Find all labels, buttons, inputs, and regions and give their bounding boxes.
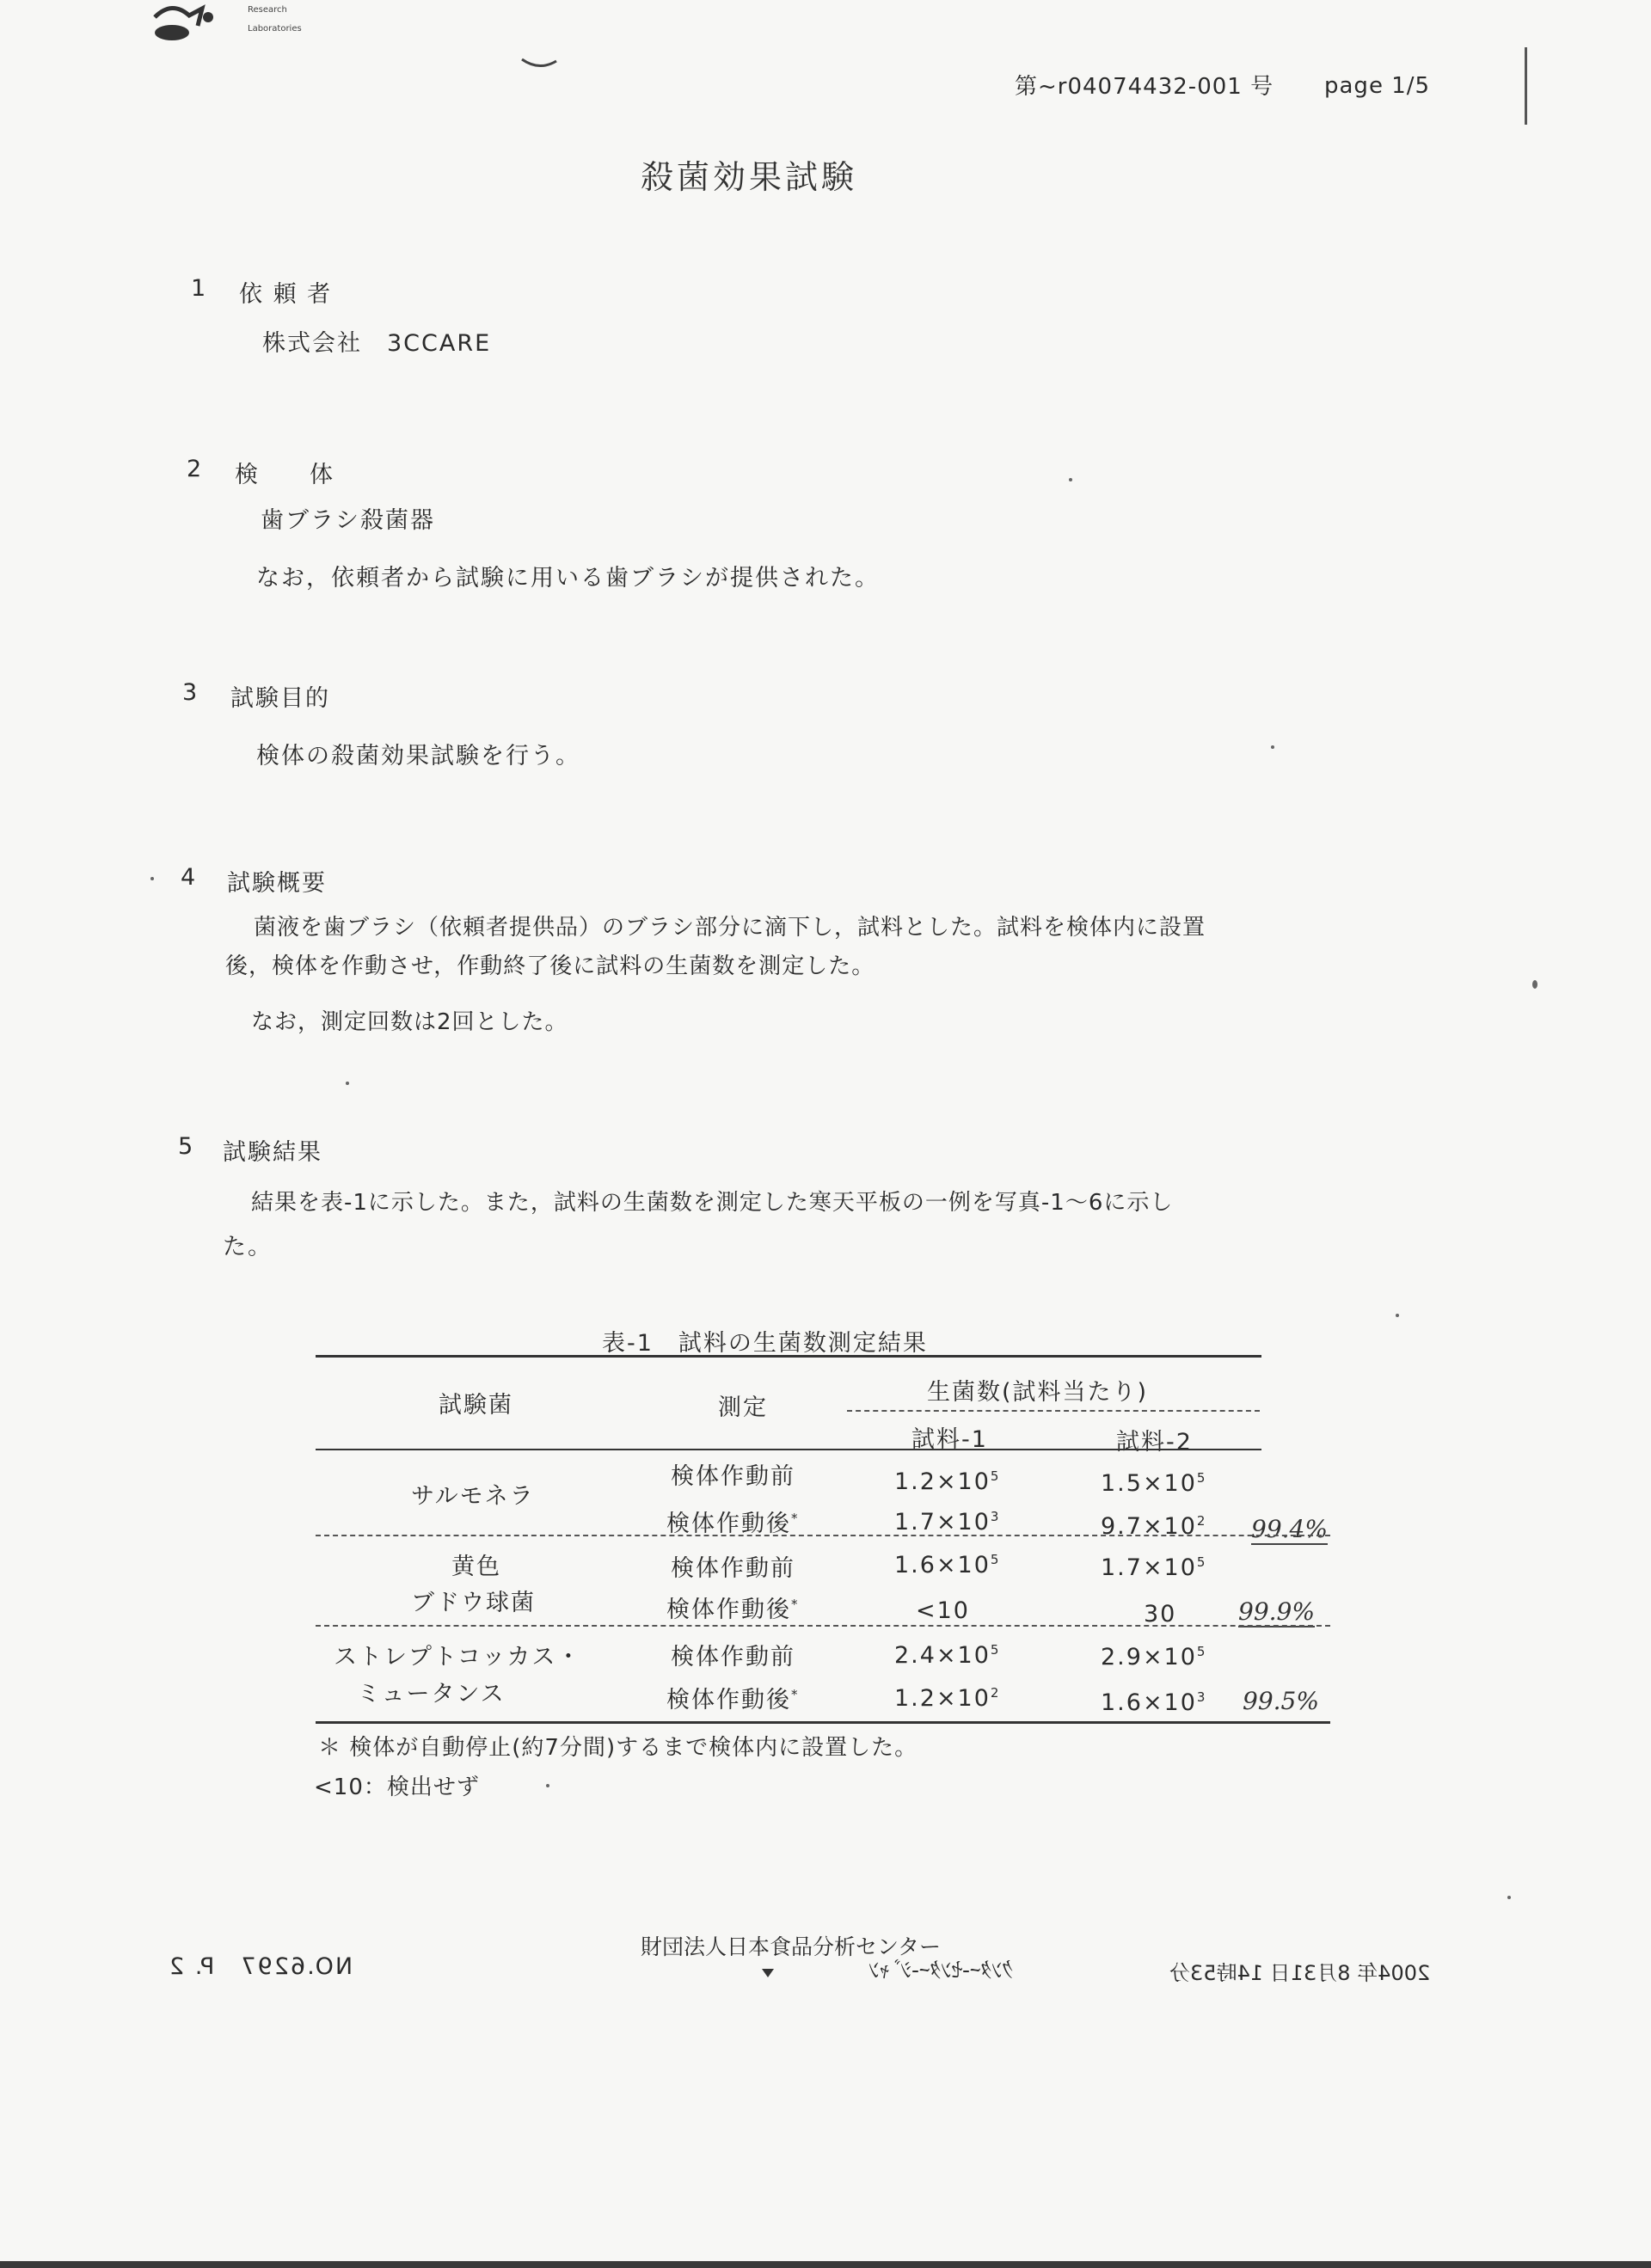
scanner-edge-bar — [0, 2261, 1651, 2268]
count-after-sample-1: $1.7\times 10^3$ — [894, 1509, 1001, 1535]
binding-mark — [1525, 47, 1527, 125]
logo-mark-icon — [138, 0, 245, 43]
count-after-sample-1: $1.2\times 10^2$ — [894, 1685, 1001, 1712]
section-1-heading: 依 頼 者 — [239, 281, 333, 308]
count-before-sample-2: $2.9\times 10^5$ — [1101, 1644, 1207, 1670]
section-3-line-1: 検体の殺菌効果試験を行う。 — [256, 743, 580, 769]
section-5-line-2: た。 — [223, 1234, 273, 1260]
bacteria-name-line-1: 黄色 — [451, 1554, 501, 1580]
scan-speck — [150, 877, 154, 880]
section-4-line-1: 菌液を歯ブラシ（依頼者提供品）のブラシ部分に滴下し，試料とした。試料を検体内に設置 — [254, 915, 1206, 941]
bacteria-name-line-1: ストレプトコッカス・ — [334, 1644, 582, 1670]
fax-timestamp: 2004年 8月31日 14時53分 — [1169, 1961, 1431, 1985]
scan-speck — [1532, 980, 1537, 989]
analysis-center-name: 財団法人日本食品分析センター — [641, 1934, 942, 1959]
header-bottom-rule — [316, 1449, 1261, 1450]
table-footnote-2: <10：検出せず — [314, 1775, 480, 1800]
count-before-sample-1: $1.2\times 10^5$ — [894, 1468, 1001, 1495]
section-4-line-2: 後，検体を作動させ，作動終了後に試料の生菌数を測定した。 — [225, 953, 875, 979]
section-2-line-1: 歯ブラシ殺菌器 — [261, 507, 435, 534]
section-2-heading: 検 体 — [235, 462, 334, 488]
handwritten-reduction-note: 99.5% — [1243, 1687, 1319, 1715]
header-sub-rule — [847, 1410, 1260, 1412]
section-3-number: 3 — [182, 679, 199, 706]
section-5-number: 5 — [178, 1133, 195, 1160]
scan-speck — [1396, 1314, 1399, 1317]
section-1-line-1: 株式会社 3CCARE — [262, 330, 492, 357]
fax-department: ｸﾝﾀｰ-ｾﾝﾀｰ-ｼﾞｬﾝ — [868, 1958, 1014, 1983]
handwritten-reduction-note: 99.9% — [1238, 1597, 1315, 1626]
page-title: 殺菌効果試験 — [641, 158, 858, 196]
scan-speck — [1271, 745, 1274, 749]
count-before-sample-2: $1.7\times 10^5$ — [1101, 1554, 1207, 1581]
col-header-sample-2: 試料-2 — [1116, 1429, 1193, 1456]
check-mark-icon — [520, 56, 559, 73]
measure-after: 検体作動後* — [666, 1511, 800, 1537]
measure-after: 検体作動後* — [666, 1687, 800, 1713]
measure-before: 検体作動前 — [671, 1644, 795, 1670]
col-header-sample-1: 試料-1 — [911, 1426, 988, 1453]
logo-line2: Laboratories — [248, 24, 302, 34]
bacteria-name-line-2: ブドウ球菌 — [411, 1590, 536, 1616]
scan-speck — [1507, 1896, 1511, 1899]
measure-before: 検体作動前 — [671, 1463, 795, 1490]
section-4-line-3: なお，測定回数は2回とした。 — [251, 1009, 568, 1035]
section-2-number: 2 — [187, 456, 204, 482]
col-header-measure: 測定 — [718, 1395, 768, 1421]
fax-page-number: NO.6297 P. 2 — [168, 1953, 353, 1980]
col-header-bacteria: 試験菌 — [439, 1392, 513, 1419]
lab-logo — [138, 0, 344, 52]
count-before-sample-1: $1.6\times 10^5$ — [894, 1552, 1001, 1578]
section-4-number: 4 — [181, 864, 198, 891]
count-after-sample-1: <10 — [916, 1597, 970, 1624]
count-after-sample-2: $9.7\times 10^2$ — [1101, 1513, 1207, 1540]
logo-line1: Research — [248, 5, 287, 15]
section-5-line-1: 結果を表-1に示した。また，試料の生菌数を測定した寒天平板の一例を写真-1～6に示し — [251, 1190, 1174, 1216]
table-footnote-1: ＊ 検体が自動停止(約7分間)するまで検体内に設置した。 — [318, 1735, 918, 1761]
scan-speck — [346, 1082, 349, 1085]
section-4-heading: 試験概要 — [227, 870, 327, 897]
triangle-mark-icon — [762, 1969, 774, 1979]
table-caption: 表-1 試料の生菌数測定結果 — [602, 1330, 928, 1357]
row-separator — [316, 1625, 1330, 1627]
bacteria-name: サルモネラ — [411, 1483, 535, 1510]
measure-after: 検体作動後* — [666, 1597, 800, 1623]
col-header-count-group: 生菌数(試料当たり) — [927, 1379, 1149, 1406]
section-1-number: 1 — [191, 275, 208, 302]
page-indicator: page 1/5 — [1324, 73, 1431, 99]
scan-speck — [546, 1784, 549, 1787]
row-separator — [316, 1535, 1330, 1536]
table-top-rule — [316, 1355, 1261, 1358]
scan-speck — [1069, 478, 1072, 481]
section-3-heading: 試験目的 — [230, 685, 330, 712]
document-number: 第~r04074432-001 号 — [1015, 74, 1274, 100]
section-2-line-2: なお，依頼者から試験に用いる歯ブラシが提供された。 — [256, 565, 880, 592]
measure-before: 検体作動前 — [671, 1555, 795, 1582]
count-after-sample-2: $1.6\times 10^3$ — [1101, 1689, 1207, 1716]
section-5-heading: 試験結果 — [223, 1139, 322, 1166]
count-before-sample-1: $2.4\times 10^5$ — [894, 1642, 1001, 1669]
count-after-sample-2: 30 — [1144, 1601, 1177, 1627]
count-before-sample-2: $1.5\times 10^5$ — [1101, 1470, 1207, 1497]
handwritten-reduction-note: 99.4% — [1251, 1515, 1328, 1543]
bacteria-name-line-2: ミュータンス — [357, 1681, 506, 1707]
table-bottom-rule — [316, 1721, 1330, 1724]
